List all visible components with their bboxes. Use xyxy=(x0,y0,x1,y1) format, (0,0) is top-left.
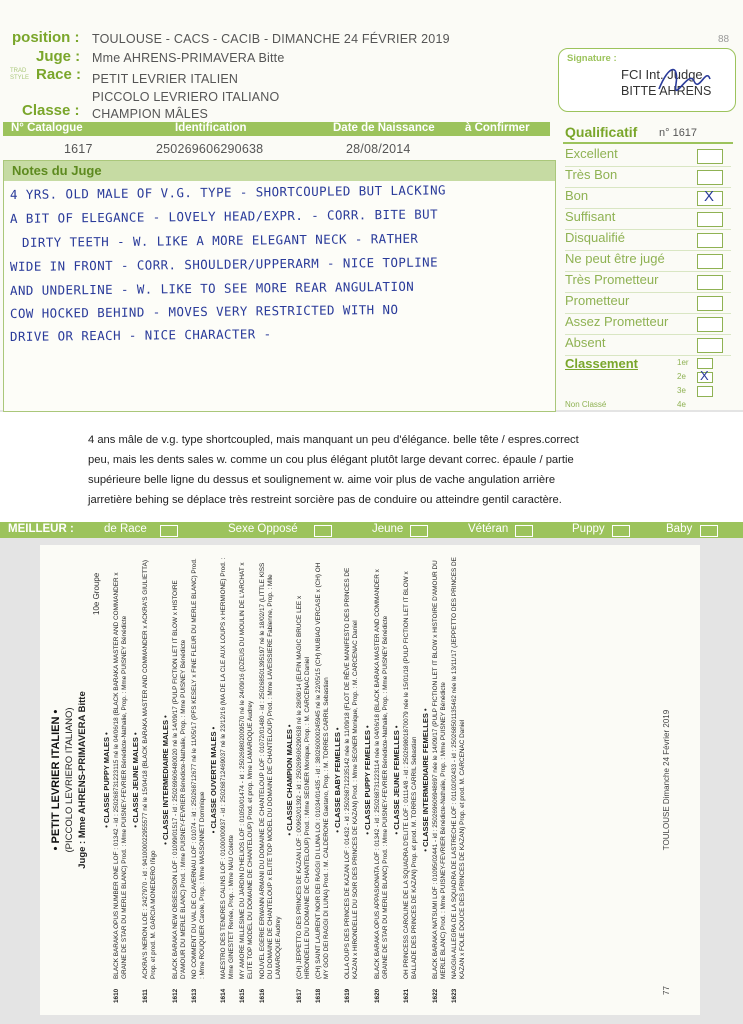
qualificatif-label: Très Bon xyxy=(565,167,618,182)
catalog-entry xyxy=(113,557,129,1003)
catalog-entry-text: NAGGIA ALLEGRA DE LA SQUADRA DE LASTRECHE LOF : 01102/02433 - id : 250268501135462 née le 13/11/17 (JEPPETTO DES PRINCES DE KAZAN x FOLIE DOUCE DES PRINCES DE KAZAN) Prop. et prod. M. CARCENAC Daniel xyxy=(451,557,467,979)
qualificatif-prometteur[interactable] xyxy=(565,293,731,314)
catalog-entry-number: 1620 xyxy=(373,988,381,1003)
judge-value: Mme AHRENS-PRIMAVERA Bitte xyxy=(92,51,285,65)
classement-title: Classement xyxy=(565,356,638,371)
col-to-confirm: à Confirmer xyxy=(465,122,530,134)
race-value-italian: PICCOLO LEVRIERO ITALIANO xyxy=(92,90,280,104)
translation-text xyxy=(88,430,688,510)
catalog-entry xyxy=(315,557,331,1003)
qualificatif-number: n° 1617 xyxy=(659,127,698,139)
place-3-box[interactable] xyxy=(697,386,713,397)
qualificatif-label: Bon xyxy=(565,188,589,203)
catalog-breed-subtitle: (PICCOLO LEVRIERO ITALIANO) xyxy=(64,707,75,853)
note-line: AND UNDERLINE - W. LIKE TO SEE MORE REAR ANGULATION xyxy=(9,278,415,298)
catalog-entry-text: BLACK BARAKA OPUS NUMBER ONE LOF : 01342 - id : 250268731223115 né le 04/06/18 (BLACK BARAKA MASTER AND COMMANDER x GRAINE DE STAR DU MERLE BLANC) Prod. : Mme PUISNEY-FEVRIER Bénédicte-Nathalie, Prop. : Mme PUISNEY Bénédicte xyxy=(113,572,129,979)
catalog-class-heading: • CLASSE JEUNE FEMELLES • xyxy=(391,725,401,835)
qualificatif-ne-peut-etre-juge[interactable] xyxy=(565,251,731,272)
place-1: 1er xyxy=(677,358,689,367)
catalog-entry xyxy=(374,557,390,1003)
race-label: Race : xyxy=(36,66,82,83)
catalog-entry-text: ACKRA'S NERON LOE : 2427970 - id : 941000022955577 né le 15/04/18 (BLACK BARAKA MASTER AND COMMANDER x ACKRA'S GIULIETTA) Prop. et prod. M. GARCIA MONEDERO Iñigo xyxy=(142,560,158,979)
class-value: CHAMPION MÂLES xyxy=(92,107,209,121)
qualificatif-tres-prometteur[interactable] xyxy=(565,272,731,293)
non-classe-label: Non Classé xyxy=(565,400,607,409)
catalog-class-heading: • CLASSE PUPPY MALES • xyxy=(102,732,111,828)
catalog-entry xyxy=(403,557,419,1003)
col-identification: Identification xyxy=(175,122,247,134)
catalog-entry-text: MAESTRO DES TENDRES CALINS LOF : 01000/00937 - id : 250268712469037 né le 23/12/16 (MA DE LA CLE AUX LOUPS x HERMIONE) Prod. : Mme GINESTET Renée, Prop. : Mme NAU Colette xyxy=(220,557,236,979)
catalog-entry-number: 1617 xyxy=(295,988,303,1003)
translation-line: jarretière behing se déplace très restreint sorcière pas de conduire ou atteindre gentil caractère. xyxy=(88,494,562,506)
catalog-entry xyxy=(220,557,236,1003)
catalog-entry-number: 1619 xyxy=(344,988,352,1003)
signature-scribble-icon xyxy=(654,59,714,99)
signature-label: Signature : xyxy=(567,53,617,64)
qualificatif-excellent[interactable] xyxy=(565,146,731,167)
catalog-entry-text: BLACK BARAKA OPUS APPASIONATA LOF : 01342 - id : 250268731223114 née le 04/06/18 (BLACK BARAKA MASTER AND COMMANDER x GRAINE DE STAR DU MERLE BLANC) Prod. : Mme PUISNEY-FEVRIER Bénédicte-Nathalie, Prop. : Mme PUISNEY Bénédicte xyxy=(373,569,389,979)
check-mark-icon: X xyxy=(700,368,709,383)
race-value: PETIT LEVRIER ITALIEN xyxy=(92,72,239,86)
meilleur-baby: Baby xyxy=(666,523,693,535)
catalog-entry xyxy=(451,557,467,1003)
catalog-rotated-content xyxy=(40,545,700,1015)
side-stamp: TRAD STYLE xyxy=(10,68,30,81)
meilleur-baby-box[interactable] xyxy=(700,525,718,537)
catalog-header-bar xyxy=(3,122,550,136)
meilleur-jeune: Jeune xyxy=(372,523,404,535)
judge-notes-title: Notes du Juge xyxy=(12,163,102,178)
checkbox[interactable] xyxy=(697,317,723,332)
catalog-class-heading: • CLASSE OUVERTE MALES • xyxy=(209,726,219,834)
catalog-entry-number: 1623 xyxy=(451,988,459,1003)
catalog-entry xyxy=(172,557,188,1003)
checkbox-checked[interactable] xyxy=(697,188,723,206)
catalog-entries xyxy=(100,557,471,1003)
catalog-entry xyxy=(296,557,312,1003)
catalog-class-heading: • CLASSE BABY FEMELLES • xyxy=(333,727,343,833)
catalog-entry-text: OLLA OUPS DES PRINCES DE KAZAN LOF : 01432 - id : 250268712235142 née le 11/09/18 (FLOT DE RÊVE MANIFESTO DES PRINCES DE KAZAN x HIRONDELLE DU SOIR DES PRINCES DE KAZAN) Prod. : Mme SEGNER Monique, Prop. : M. CARCENAC Daniel xyxy=(344,567,360,979)
meilleur-sexe-oppose: Sexe Opposé xyxy=(228,523,298,535)
judge-label: Juge : xyxy=(36,48,81,65)
qualificatif-label: Ne peut être jugé xyxy=(565,251,665,266)
note-line: DRIVE OR REACH - NICE CHARACTER - xyxy=(9,326,272,344)
catalog-entry-number: 1613 xyxy=(190,988,198,1003)
translation-line: 4 ans mâle de v.g. type shortcoupled, mais manquant un peu d'élégance. belle tête / espres.correct xyxy=(88,434,579,446)
qualificatif-assez-prometteur[interactable] xyxy=(565,314,731,335)
catalog-entry xyxy=(142,557,158,1003)
place-2-box[interactable] xyxy=(697,368,713,383)
judge-notes-box xyxy=(3,160,556,412)
qualificatif-panel xyxy=(557,122,735,410)
checkbox[interactable] xyxy=(697,212,723,227)
place-4: 4e xyxy=(677,400,686,409)
corner-number: 88 xyxy=(718,34,730,45)
meilleur-bar xyxy=(0,522,743,538)
catalog-class-heading: • CLASSE PUPPY FEMELLES • xyxy=(362,725,372,835)
catalog-class-heading: • CLASSE CHAMPION MALES • xyxy=(284,724,294,836)
catalog-entry-text: (CH) SAINT LAURENT NOIR DEI RAGGI DI LUNA LOI : 01034/01435 - id : 380260000245945 né le 22/05/15 (CH) NUBIAO VERCASE x (CH) OH MY GOD DEI RAGGI DI LUNA) Prod. : M. CALDERONE Gaetano, Prop. : M. TORRES CARRIL Sebastian xyxy=(315,562,331,979)
meilleur-sexe-oppose-box[interactable] xyxy=(314,525,332,537)
meilleur-puppy-box[interactable] xyxy=(612,525,630,537)
catalog-page-number: 77 xyxy=(662,986,671,995)
qualificatif-label: Très Prometteur xyxy=(565,272,659,287)
catalog-footer: TOULOUSE Dimanche 24 Février 2019 xyxy=(662,709,671,851)
qualificatif-disqualifie[interactable] xyxy=(565,230,731,251)
qualificatif-label: Disqualifié xyxy=(565,230,625,245)
note-line: A BIT OF ELEGANCE - LOVELY HEAD/EXPR. - CORR. BITE BUT xyxy=(9,206,439,226)
checkbox[interactable] xyxy=(697,338,723,353)
translation-line: peu, mais les dents sales w. comme un cou plus élégant plutôt large devant correc. épaule / partie xyxy=(88,454,574,466)
checkbox[interactable] xyxy=(697,254,723,269)
catalog-entry xyxy=(432,557,448,1003)
catalog-entry-number: 1610 xyxy=(113,988,121,1003)
catalog-page xyxy=(40,545,700,1015)
catalog-entry-text: NO COMMENT DU VAL DE CLAVERNAU LOF : 01074 - id : 250268712677 né le 11/05/17 (PFS KESELY x FINE FLEUR DU MERLE BLANC) Prod. : Mme ROUQUIER Carole, Prop. : Mme MASSONNET Dominique xyxy=(190,558,206,979)
catalog-group: 10e Groupe xyxy=(92,572,101,615)
meilleur-veteran-box[interactable] xyxy=(515,525,533,537)
qualificatif-bon[interactable] xyxy=(565,188,731,209)
check-mark-icon: X xyxy=(704,188,715,205)
catalog-class-heading: • CLASSE JEUNE MALES • xyxy=(131,732,141,828)
checkbox[interactable] xyxy=(697,233,723,248)
qualificatif-suffisant[interactable] xyxy=(565,209,731,230)
catalog-entry-number: 1618 xyxy=(315,988,323,1003)
catalog-entry-number: 1621 xyxy=(402,988,410,1003)
qualificatif-tres-bon[interactable] xyxy=(565,167,731,188)
catalog-entry-text: BLACK BARAKA NATSUMI LOF : 01095/02441 - id : 250269606948697 née le 14/09/17 (PULP FICTION LET IT BLOW x HISTOIRE D'AMOUR DU MERLE BLANC) Prod. : Mme PUISNEY-FEVRIER Bénédicte-Nathalie, Prop. : Mme PUISNEY Bénédicte xyxy=(432,560,448,979)
qualificatif-label: Assez Prometteur xyxy=(565,314,669,329)
catalog-entry-number: 1616 xyxy=(258,988,266,1003)
catalog-entry-text: BLACK BARAKA NEW OBSESSION LOF : 01099/01517 - id : 250269606480020 né le 14/09/17 (PULP FICTION LET IT BLOW x HISTOIRE D'AMOUR DU MERLE BLANC) Prod. : Mme PUISNEY-FEVRIER Bénédicte-Nathalie, Prop. : Mme PUISNEY Bénédicte xyxy=(171,580,187,979)
qualificatif-label: Excellent xyxy=(565,146,618,161)
qualificatif-label: Suffisant xyxy=(565,209,616,224)
qualificatif-label: Absent xyxy=(565,335,606,350)
birth-date: 28/08/2014 xyxy=(346,142,411,156)
meilleur-veteran: Vétéran xyxy=(468,523,509,535)
catalog-breed-title: • PETIT LEVRIER ITALIEN • xyxy=(50,709,62,851)
catalog-class-heading: • CLASSE INTERMEDIAIRE MALES • xyxy=(160,715,170,845)
qualificatif-absent[interactable] xyxy=(565,335,731,356)
qualificatif-header xyxy=(563,124,733,144)
identification-number: 250269606290638 xyxy=(156,142,264,156)
qualificatif-title: Qualificatif xyxy=(565,124,638,140)
note-line: WIDE IN FRONT - CORR. SHOULDER/UPPERARM - NICE TOPLINE xyxy=(9,254,439,274)
place-3: 3e xyxy=(677,386,686,395)
col-catalogue: N° Catalogue xyxy=(11,122,83,134)
catalog-entry-number: 1612 xyxy=(171,988,179,1003)
catalog-entry xyxy=(259,557,283,1003)
catalog-entry-number: 1611 xyxy=(142,989,150,1003)
meilleur-puppy: Puppy xyxy=(572,523,605,535)
signature-box xyxy=(558,48,736,112)
catalog-entry xyxy=(239,557,255,1003)
catalog-entry-text: MY AMORE MILLESIME DU JARDIN D'HELIOS LOF : 01050/01474 - id : 250269802009570 né le 24/09/16 (DZEUS DU MOULIN DE L'ARCHAT x ELITE TOP MODEL DU DOMAINE DE CHANTELOUP) Prod. et prop. Mme LAMAROQUE Audrey xyxy=(239,562,255,979)
place-2: 2e xyxy=(677,372,686,381)
qualificatif-label: Prometteur xyxy=(565,293,630,308)
translation-line: supérieure belle ligne du dessus et soulignement w. aime voir plus de vache angulation arrière xyxy=(88,474,556,486)
catalog-entry-text: OH PRINCESS CAROLINE DE LA SQUADRA D'ELITE LOF : 01114/8 - id : 250269801870079 née le 15/01/18 (PULP FICTION LET IT BLOW x BALLADE DES PRINCES DE KAZAN) Prop. et prod. M. TORRES CARRIL Sebastian xyxy=(402,571,418,979)
catalog-entry xyxy=(191,557,207,1003)
meilleur-de-race-box[interactable] xyxy=(160,525,178,537)
signature-line-2: BITTE AHRENS xyxy=(621,84,712,98)
judge-notes-header xyxy=(4,161,555,181)
checkbox[interactable] xyxy=(697,275,723,290)
checkbox[interactable] xyxy=(697,170,723,185)
meilleur-label: MEILLEUR : xyxy=(8,523,74,535)
catalog-entry xyxy=(344,557,360,1003)
checkbox[interactable] xyxy=(697,296,723,311)
catalog-entry-number: 1614 xyxy=(220,988,228,1003)
position-value: TOULOUSE - CACS - CACIB - DIMANCHE 24 FÉVRIER 2019 xyxy=(92,32,450,46)
class-label: Classe : xyxy=(22,102,80,119)
col-birth-date: Date de Naissance xyxy=(333,122,435,134)
catalog-judge: Juge : Mme AHRENS-PRIMAVERA Bitte xyxy=(77,691,88,869)
meilleur-de-race: de Race xyxy=(104,523,147,535)
catalog-entry-number: 1615 xyxy=(239,988,247,1003)
catalog-number: 1617 xyxy=(64,142,93,156)
note-line: 4 YRS. OLD MALE OF V.G. TYPE - SHORTCOUPLED BUT LACKING xyxy=(9,182,446,202)
meilleur-jeune-box[interactable] xyxy=(410,525,428,537)
checkbox[interactable] xyxy=(697,149,723,164)
note-line: DIRTY TEETH - W. LIKE A MORE ELEGANT NECK - RATHER xyxy=(21,230,419,250)
signature-line-1: FCI Int. Judge xyxy=(621,67,703,82)
catalog-class-heading: • CLASSE INTERMEDIAIRE FEMELLES • xyxy=(421,708,431,852)
position-label: position : xyxy=(12,29,80,46)
catalog-entry-text: (CH) JEPPETTO DES PRINCES DE KAZAN LOF : 00962/01392 - id : 250269606290638 né le 28/08/14 (ELFIN MAGIC BRUCE LEE x HIRONDELLE DU DOMAINE DE CHANTELOUP) Prod. : Mme SEGNER Monique, Prop. : M. CARCENAC Daniel xyxy=(295,595,311,979)
catalog-entry-number: 1622 xyxy=(432,988,440,1003)
catalog-entry-text: NOUVEL EGERIE ERWANN ARMANI DU DOMAINE DE CHANTELOUP LOF : 01072/01480 - id : 250268501395197 né le 18/02/17 (LITTLE KISS DU DOMAINE DE CHANTELOUP x ELITE TOP MODEL DU DOMAINE DE CHANTELOUP) Prod. : Mme LAVEISSIERE Fabienne, Prop. : Mlle LAMAROQUE Audrey xyxy=(258,562,282,979)
note-line: COW HOCKED BEHIND - MOVES VERY RESTRICTED WITH NO xyxy=(9,301,399,321)
